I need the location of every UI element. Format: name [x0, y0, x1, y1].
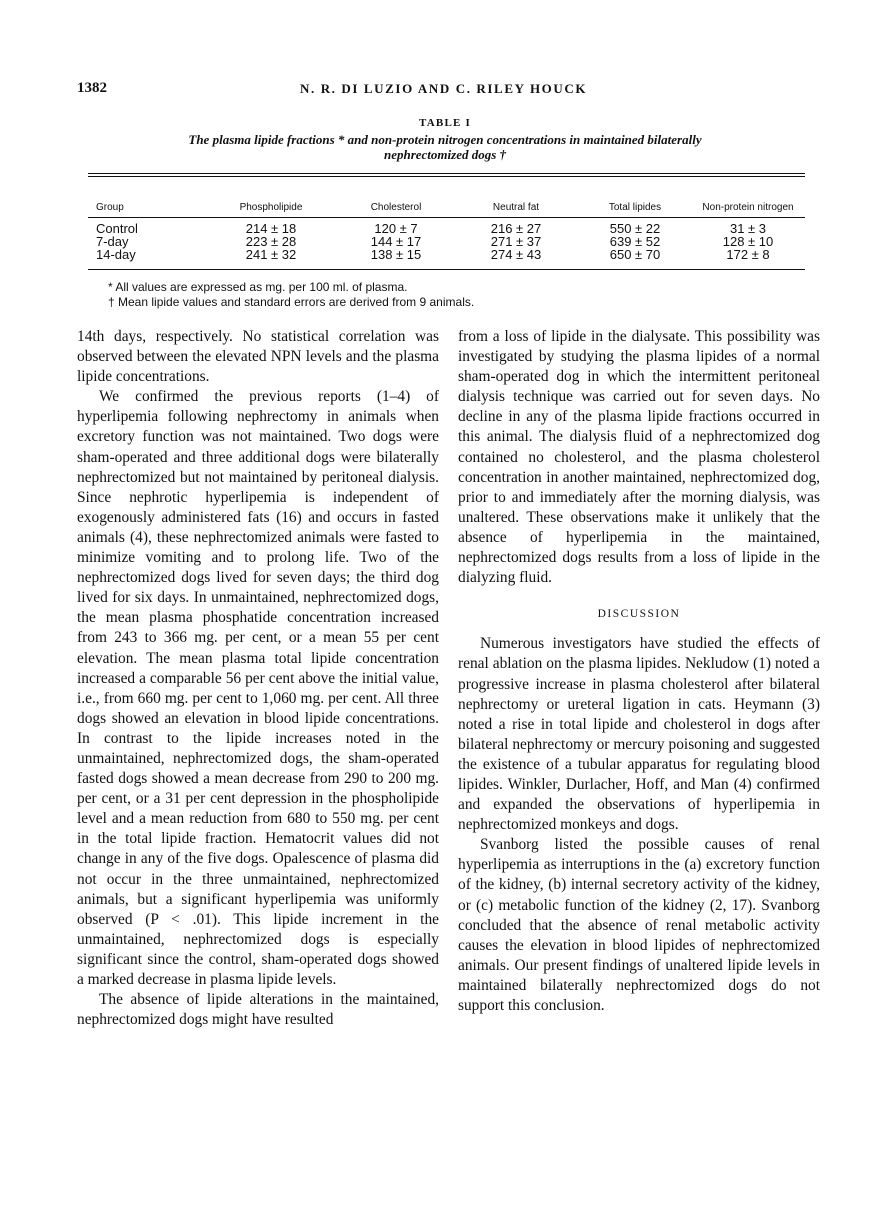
table-cell: 138 ± 15 [370, 247, 422, 262]
table-cell: 550 ± 22 [609, 221, 661, 236]
paragraph: from a loss of lipide in the dialysate. This possibility was investigated by studying the plasma lipides of a normal sham-operated dog in which the intermittent peritoneal dialysis technique was carried out for seven days. No decline in any of the plasma lipide fractions occurred in this animal. The dialysis fluid of a nephrectomized dog contained no cholesterol, and the plasma cholesterol concentration in another maintained, nephrectomized dog, prior to and immediately after the morning dialysis, was unaltered. These observations make it unlikely that the absence of hyperlipemia in the maintained, nephrectomized dogs results from a loss of lipide in the dialyzing fluid. [458, 328, 820, 587]
table-bottom-rule [88, 269, 805, 270]
table-header-row [96, 181, 802, 217]
table-top-rule [88, 173, 805, 174]
table-cell: 31 ± 3 [729, 221, 767, 236]
table-cell: 120 ± 7 [374, 221, 418, 236]
table-cell: 274 ± 43 [490, 247, 542, 262]
table-footnotes [108, 280, 474, 310]
right-column [458, 327, 820, 1016]
table-cell: 144 ± 17 [370, 234, 422, 249]
left-column [77, 327, 439, 1030]
table-caption: The plasma lipide fractions * and non-protein nitrogen concentrations in maintained bilaterally nephrectomized dogs † [188, 132, 702, 162]
table-cell: 128 ± 10 [722, 234, 774, 249]
column-header: Cholesterol [370, 202, 422, 213]
footnote: † Mean lipide values and standard errors are derived from 9 animals. [108, 295, 475, 309]
table-row [96, 217, 802, 235]
table-cell: Control [96, 221, 138, 236]
column-header: Total lipides [608, 202, 662, 213]
paragraph: Svanborg listed the possible causes of renal hyperlipemia as interruptions in the (a) excretory function of the kidney, (b) internal secretory activity of the kidney, or (c) metabolic function of the kidney (2, 17). Svanborg concluded that the absence of renal metabolic activity causes the elevation in blood lipides of nephrectomized animals. Our present findings of unaltered lipide levels in maintained bilaterally nephrectomized dogs do not support this conclusion. [458, 836, 820, 1014]
table-cell: 7-day [96, 234, 129, 249]
table-row [96, 235, 802, 248]
column-header: Group [96, 202, 124, 213]
running-head: N. R. DI LUZIO AND C. RILEY HOUCK [300, 81, 588, 96]
table-cell: 14-day [96, 247, 136, 262]
table-top-rule-2 [88, 176, 805, 177]
column-header: Non-protein nitrogen [702, 202, 794, 213]
table-row [96, 248, 802, 261]
table-cell: 214 ± 18 [245, 221, 297, 236]
paragraph: 14th days, respectively. No statistical correlation was observed between the elevated NPN levels and the plasma lipide concentrations. [77, 328, 439, 386]
table-label: TABLE I [419, 117, 471, 129]
paragraph: We confirmed the previous reports (1–4) of hyperlipemia following nephrectomy in animals when excretory function was not maintained. Two dogs were sham-operated and three additional dogs were bilaterally nephrectomized but not maintained by peritoneal dialysis. Since nephrotic hyperlipemia is independent of exogenously administered fats (16) and occurs in fasted animals (4), these nephrectomized animals were fasted to minimize vomiting and to prolong life. Two of the nephrectomized dogs lived for seven days; the third dog lived for six days. In unmaintained, nephrectomized dogs, the mean plasma phosphatide concentration increased from 243 to 366 mg. per cent, or a mean 55 per cent elevation. The mean plasma total lipide concentration increased a comparable 56 per cent above the initial value, i.e., from 660 mg. per cent to 1,060 mg. per cent. All three dogs showed an elevation in blood lipide concentrations. In contrast to the lipide increases noted in the unmaintained, nephrectomized dogs, the sham-operated fasted dogs showed a mean decrease from 290 to 200 mg. per cent, or a 31 per cent depression in the phospholipide level and a mean reduction from 680 to 550 mg. per cent in the total lipide fraction. Hematocrit values did not change in any of the five dogs. Opalescence of plasma did not occur in the three unmaintained, nephrectomized animals, but a significant hyperlipemia was uniformly observed (P < .01). This lipide increment in the unmaintained, nephrectomized dogs is especially significant since the control, sham-operated dogs showed a marked decrease in plasma lipide levels. [77, 388, 439, 988]
table-cell: 223 ± 28 [245, 234, 297, 249]
table-cell: 241 ± 32 [245, 247, 297, 262]
section-heading: DISCUSSION [597, 608, 681, 621]
table-cell: 172 ± 8 [726, 247, 770, 262]
table-cell: 650 ± 70 [609, 247, 661, 262]
table-cell: 216 ± 27 [490, 221, 542, 236]
paragraph: The absence of lipide alterations in the maintained, nephrectomized dogs might have resulted [77, 991, 439, 1029]
page-number: 1382 [77, 80, 107, 96]
table-cell: 271 ± 37 [490, 234, 542, 249]
column-header: Phospholipide [239, 202, 303, 213]
table-cell: 639 ± 52 [609, 234, 661, 249]
column-header: Neutral fat [492, 202, 540, 213]
data-table [96, 181, 802, 261]
paragraph: Numerous investigators have studied the effects of renal ablation on the plasma lipides. Nekludow (1) noted a progressive increase in plasma cholesterol after bilateral nephrectomy or ureteral ligation in cats. Heymann (3) noted a rise in total lipide and cholesterol in dogs after bilateral nephrectomy or mercury poisoning and suggested the existence of a tubular apparatus for regulating blood lipides. Winkler, Durlacher, Hoff, and Man (4) confirmed and expanded the observations of hyperlipemia in nephrectomized monkeys and dogs. [458, 635, 820, 834]
footnote: * All values are expressed as mg. per 100 ml. of plasma. [108, 280, 408, 294]
